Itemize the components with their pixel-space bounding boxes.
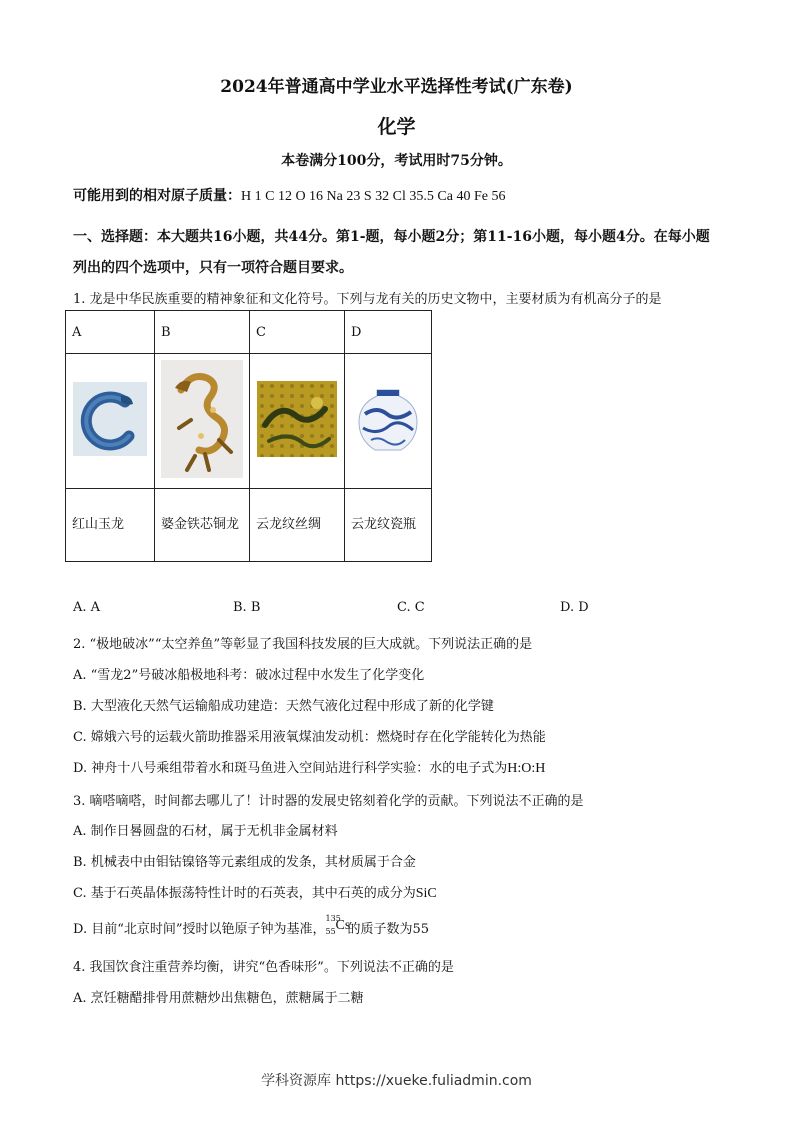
q2-option-d: D. 神舟十八号乘组带着水和斑马鱼进入空间站进行科学实验：水的电子式为 (73, 761, 508, 776)
footer-watermark: 学科资源库 https://xueke.fuliadmin.com (261, 1073, 532, 1089)
q1-image-d (345, 354, 432, 489)
q2-option-a: A. “雪龙2”号破冰船极地科考：破冰过程中水发生了化学变化 (73, 668, 425, 683)
q1-choice-d[interactable]: D. D (560, 600, 589, 615)
q3-option-c: C. 基于石英晶体振荡特性计时的石英表，其中石英的成分为 (73, 886, 416, 901)
q1-label-a: 红山玉龙 (66, 489, 155, 562)
q1-options-table (65, 310, 432, 562)
q3-option-d-tail: 的质子数为55 (347, 922, 430, 937)
atomic-masses-values: H 1 C 12 O 16 Na 23 S 32 Cl 35.5 Ca 40 Fe 56 (241, 189, 506, 204)
q1-image-b (155, 354, 250, 489)
q3-option-b: B. 机械表中由钼钴镍铬等元素组成的发条，其材质属于合金 (73, 855, 416, 870)
q2-option-c: C. 嫦娥六号的运载火箭助推器采用液氧煤油发动机：燃烧时存在化学能转化为热能 (73, 730, 546, 745)
atomic-masses (73, 185, 505, 205)
q1-label-c: 云龙纹丝绸 (250, 489, 345, 562)
porcelain-vase-image (351, 382, 425, 456)
q1-image-c (250, 354, 345, 489)
nuclide-mass-number: 135 (325, 914, 341, 923)
q1-header-a: A (66, 311, 155, 354)
q1-choice-a[interactable]: A. A (73, 600, 101, 615)
silk-dragon-image (257, 381, 337, 457)
q3-option-a: A. 制作日晷圆盘的石材，属于无机非金属材料 (73, 824, 338, 839)
q1-header-d: D (345, 311, 432, 354)
q3-option-d-line (73, 914, 430, 937)
exam-title: 2024年普通高中学业水平选择性考试(广东卷) (220, 77, 573, 97)
exam-note: 本卷满分100分，考试用时75分钟。 (281, 153, 512, 169)
nuclide-atomic-number: 55 (325, 927, 336, 936)
q1-stem: 1. 龙是中华民族重要的精神象征和文化符号。下列与龙有关的历史文物中，主要材质为有机高分子的是 (73, 292, 662, 307)
q1-label-d: 云龙纹瓷瓶 (345, 489, 432, 562)
q3-option-d: D. 目前“北京时间”授时以铯原子钟为基准， (73, 922, 326, 937)
q1-choice-b[interactable]: B. B (233, 600, 261, 615)
q2-option-d-line (73, 757, 545, 777)
q4-stem: 4. 我国饮食注重营养均衡，讲究“色香味形”。下列说法不正确的是 (73, 960, 454, 975)
q2-option-b: B. 大型液化天然气运输船成功建造：天然气液化过程中形成了新的化学键 (73, 699, 494, 714)
cesium-nuclide (325, 914, 351, 936)
jade-dragon-image (73, 382, 147, 456)
bronze-dragon-image (161, 360, 243, 478)
quartz-formula: SiC (415, 886, 437, 901)
q4-option-a: A. 烹饪糖醋排骨用蔗糖炒出焦糖色，蔗糖属于二糖 (73, 991, 364, 1006)
nuclide-symbol: Cs (335, 918, 351, 933)
atomic-masses-label: 可能用到的相对原子质量： (73, 188, 241, 204)
q1-choice-c[interactable]: C. C (397, 600, 425, 615)
q2-stem: 2. “极地破冰”“太空养鱼”等彰显了我国科技发展的巨大成就。下列说法正确的是 (73, 637, 533, 652)
q3-stem: 3. 嘀嗒嘀嗒，时间都去哪儿了！计时器的发展史铭刻着化学的贡献。下列说法不正确的是 (73, 794, 584, 809)
subject-title: 化学 (377, 116, 416, 138)
q1-image-a (66, 354, 155, 489)
q3-option-c-line (73, 882, 437, 902)
water-electron-formula: H:O:H (507, 761, 546, 776)
q1-header-b: B (155, 311, 250, 354)
q1-header-c: C (250, 311, 345, 354)
q1-label-b: 婆金铁芯铜龙 (155, 489, 250, 562)
section-heading: 一、选择题：本大题共16小题，共44分。第1-题，每小题2分；第11-16小题，每小题4分。在每小题列出的四个选项中，只有一项符合题目要求。 (73, 229, 710, 276)
